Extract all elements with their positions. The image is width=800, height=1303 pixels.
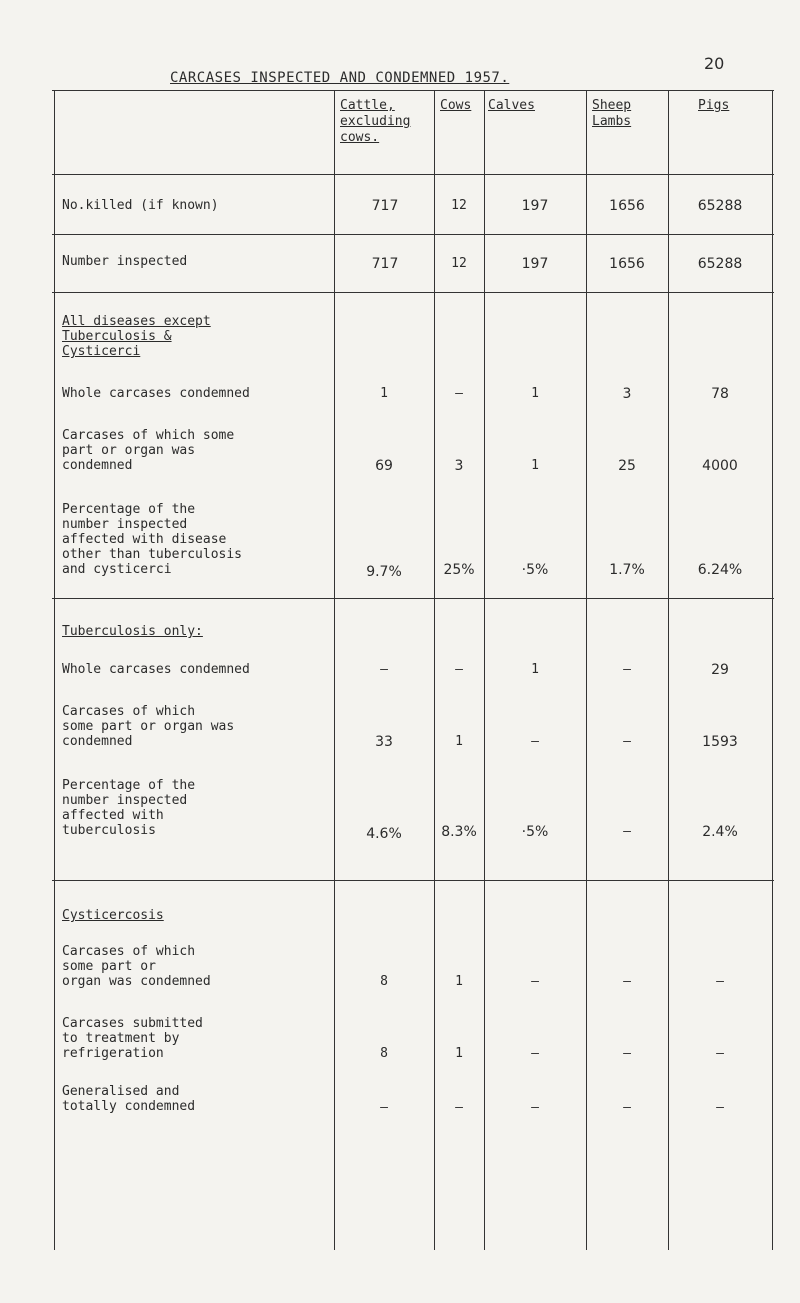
s3-part-cows: 1 [455,974,463,989]
s3-gen-cattle: – [380,1100,388,1115]
s3-gen-pigs: – [716,1100,724,1115]
s3-part-calves: – [531,974,539,989]
inspected-sheep: 1656 [609,256,645,272]
s3-row-label-generalised: Generalised and totally condemned [62,1084,196,1114]
col-header-cattle: Cattle, excluding cows. [340,98,411,145]
s1-pct-sheep: 1.7% [609,562,645,578]
s2-pct-sheep: – [623,824,631,839]
s1-pct-pigs: 6.24% [697,562,743,578]
s3-row-label-part: Carcases of which some part or organ was condemned [62,944,211,989]
s2-part-sheep: – [623,734,631,749]
table-top-rule [52,90,774,91]
s2-pct-pigs: 2.4% [702,824,738,840]
killed-bottom-rule [52,234,774,235]
s1-whole-calves: 1 [531,386,539,401]
s1-row-label-whole: Whole carcases condemned [62,386,250,401]
s2-whole-cows: – [455,662,463,677]
s3-refrig-calves: – [531,1046,539,1061]
inspected-calves: 197 [521,256,549,272]
s1-part-cows: 3 [454,458,464,474]
s3-gen-cows: – [455,1100,463,1115]
inspected-cows: 12 [451,256,467,271]
right-border [772,90,773,1250]
s2-pct-calves: ·5% [521,824,549,840]
s3-gen-calves: – [531,1100,539,1115]
s3-row-label-refrigeration: Carcases submitted to treatment by refrigeration [62,1016,203,1061]
s2-pct-cattle: 4.6% [366,826,402,842]
s2-row-label-part: Carcases of which some part or organ was condemned [62,704,235,749]
page-title: CARCASES INSPECTED AND CONDEMNED 1957. [170,70,510,86]
section1-bottom-rule [52,598,774,599]
row-label-killed: No.killed (if known) [62,198,219,213]
page-number: 20 [704,54,725,73]
s2-whole-sheep: – [623,662,631,677]
section-title-all-diseases: All diseases except Tuberculosis & Cysticerci [62,314,211,359]
s3-part-cattle: 8 [380,974,388,989]
s3-refrig-pigs: – [716,1046,724,1061]
killed-cows: 12 [451,198,467,213]
s2-part-cattle: 33 [375,734,393,750]
killed-pigs: 65288 [697,198,743,214]
s1-part-cattle: 69 [375,458,393,474]
section-title-cysticercosis: Cysticercosis [62,908,164,923]
s2-pct-cows: 8.3% [441,824,477,840]
killed-cattle: 717 [371,198,399,214]
col-header-cows: Cows [440,98,472,113]
s2-part-pigs: 1593 [702,734,738,750]
s2-whole-pigs: 29 [711,662,729,678]
s3-part-sheep: – [623,974,631,989]
s1-whole-cattle: 1 [380,386,388,401]
inspected-cattle: 717 [371,256,399,272]
s2-whole-cattle: – [380,662,388,677]
s2-whole-calves: 1 [531,662,539,677]
col-header-calves: Calves [488,98,535,113]
header-bottom-rule [52,174,774,175]
col-header-pigs: Pigs [698,98,730,113]
inspected-pigs: 65288 [697,256,743,272]
s1-part-calves: 1 [531,458,539,473]
s1-pct-calves: ·5% [521,562,549,578]
left-border [54,90,55,1250]
section-title-tuberculosis: Tuberculosis only: [62,624,203,639]
s2-part-cows: 1 [455,734,463,749]
s3-refrig-cows: 1 [455,1046,463,1061]
s2-row-label-whole: Whole carcases condemned [62,662,250,677]
s3-part-pigs: – [716,974,724,989]
s2-part-calves: – [531,734,539,749]
s3-gen-sheep: – [623,1100,631,1115]
killed-sheep: 1656 [609,198,645,214]
s1-whole-cows: – [455,386,463,401]
carcases-table [52,90,774,1270]
s1-row-label-part: Carcases of which some part or organ was condemned [62,428,235,473]
section2-bottom-rule [52,880,774,881]
killed-calves: 197 [521,198,549,214]
s1-pct-cows: 25% [443,562,475,578]
s1-pct-cattle: 9.7% [366,564,402,580]
s1-row-label-percentage: Percentage of the number inspected affected with disease other than tuberculosis and cysticerci [62,502,243,577]
row-label-inspected: Number inspected [62,254,188,269]
s1-whole-pigs: 78 [711,386,729,402]
s3-refrig-cattle: 8 [380,1046,388,1061]
s1-whole-sheep: 3 [622,386,632,402]
s2-row-label-percentage: Percentage of the number inspected affected with tuberculosis [62,778,196,838]
s1-part-pigs: 4000 [702,458,738,474]
s3-refrig-sheep: – [623,1046,631,1061]
s1-part-sheep: 25 [618,458,636,474]
inspected-bottom-rule [52,292,774,293]
col-header-sheep: Sheep Lambs [592,98,632,129]
